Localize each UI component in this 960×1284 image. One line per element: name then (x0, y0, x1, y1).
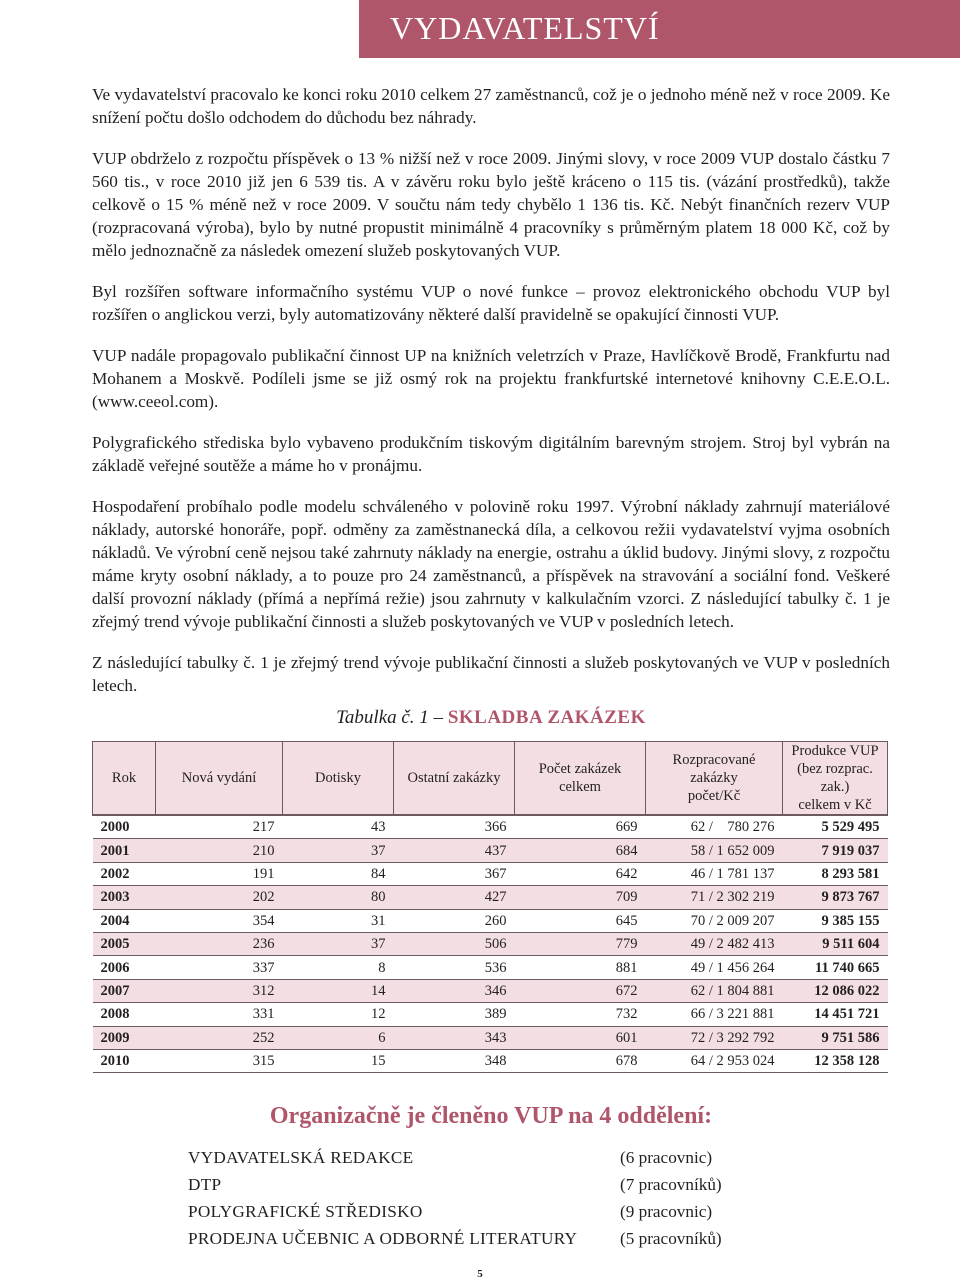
cell-pocet: 601 (515, 1026, 646, 1049)
cell-rok: 2006 (93, 956, 156, 979)
cell-ostatni: 367 (394, 862, 515, 885)
cell-produkce: 9 385 155 (783, 909, 888, 932)
cell-rok: 2010 (93, 1049, 156, 1072)
cell-rok: 2007 (93, 979, 156, 1002)
cell-ostatni: 346 (394, 979, 515, 1002)
cell-rok: 2000 (93, 815, 156, 839)
cell-produkce: 14 451 721 (783, 1003, 888, 1026)
cell-nova-vydani: 236 (156, 932, 283, 955)
section-title: VYDAVATELSTVÍ (390, 10, 660, 46)
cell-dotisky: 43 (283, 815, 394, 839)
list-item (188, 1225, 890, 1252)
cell-rok: 2003 (93, 886, 156, 909)
cell-rozpracovane: 64 / 2 953 024 (646, 1049, 783, 1072)
cell-pocet: 881 (515, 956, 646, 979)
cell-dotisky: 8 (283, 956, 394, 979)
paragraph: Hospodaření probíhalo podle modelu schváleného v polovině roku 1997. Výrobní náklady zahrnují materiálové náklady, autorské honoráře, popř. odměny za zaměstnanecká díla, a celkovou režii vydavatelství vyjma osobních nákladů. Ve výrobní ceně nejsou také zahrnuty náklady na energie, ostrahu a úklid budovy. Jinými slovy, z rozpočtu máme kryty osobní náklady, a to pouze pro 24 zaměstnanců, a příspěvek na stravování a sociální fond. Veškeré další provozní náklady (přímá a nepřímá režie) jsou zahrnuty v kalkulačním vzorci. Z následující tabulky č. 1 je zřejmý trend vývoje publikační činnosti a služeb poskytovaných ve VUP v posledních letech. (92, 497, 890, 631)
cell-dotisky: 84 (283, 862, 394, 885)
cell-ostatni: 366 (394, 815, 515, 839)
table-row (93, 979, 888, 1002)
department-count: (7 pracovníků) (620, 1175, 722, 1195)
orders-table (92, 741, 888, 1073)
header-rozpracovane (646, 742, 783, 816)
cell-ostatni: 348 (394, 1049, 515, 1072)
cell-produkce: 5 529 495 (783, 815, 888, 839)
cell-pocet: 669 (515, 815, 646, 839)
table-row (93, 956, 888, 979)
cell-pocet: 678 (515, 1049, 646, 1072)
table-row (93, 839, 888, 862)
cell-rozpracovane: 71 / 2 302 219 (646, 886, 783, 909)
header-line: zakázky (690, 770, 738, 786)
header-line: Počet zakázek (538, 761, 622, 777)
header-line: počet/Kč (687, 788, 741, 804)
cell-rozpracovane: 66 / 3 221 881 (646, 1003, 783, 1026)
cell-dotisky: 37 (283, 932, 394, 955)
paragraph: Polygrafického střediska bylo vybaveno produkčním tiskovým digitálním barevným strojem. Stroj byl vybrán na základě veřejné soutěže a máme ho v pronájmu. (92, 433, 890, 475)
table-header-row (93, 742, 888, 816)
table-caption (92, 707, 890, 729)
cell-ostatni: 427 (394, 886, 515, 909)
paragraph: VUP obdrželo z rozpočtu příspěvek o 13 % nižší než v roce 2009. Jinými slovy, v roce 2009 VUP dostalo částku 7 560 tis., v roce 2010 již jen 6 539 tis. A v závěru roku bylo ještě kráceno o 115 tis. (vázání prostředků), takže celkově o 15 % méně než v roce 2009. V součtu nám tedy chybělo 1 136 tis. Kč. Nebýt finančních rezerv VUP (rozpracovaná výroba), bylo by nutné propustit minimálně 4 pracovníky s průměrným platem 18 000 Kč, což by mělo jednoznačně za následek omezení služeb poskytovaných VUP. (92, 149, 890, 260)
cell-pocet: 779 (515, 932, 646, 955)
cell-dotisky: 80 (283, 886, 394, 909)
table-caption-title: SKLADBA ZAKÁZEK (447, 707, 646, 728)
cell-produkce: 9 511 604 (783, 932, 888, 955)
header-line: Rozpracované (672, 752, 756, 768)
cell-rozpracovane: 70 / 2 009 207 (646, 909, 783, 932)
cell-dotisky: 15 (283, 1049, 394, 1072)
table-caption-prefix: Tabulka č. 1 – (336, 707, 444, 728)
table-row (93, 815, 888, 839)
cell-nova-vydani: 202 (156, 886, 283, 909)
header-nova-vydani: Nová vydání (156, 742, 283, 816)
cell-nova-vydani: 252 (156, 1026, 283, 1049)
cell-produkce: 11 740 665 (783, 956, 888, 979)
cell-rok: 2004 (93, 909, 156, 932)
page-content (92, 83, 890, 1252)
header-rok: Rok (93, 742, 156, 816)
cell-rozpracovane: 46 / 1 781 137 (646, 862, 783, 885)
department-count: (9 pracovnic) (620, 1202, 713, 1222)
list-item (188, 1198, 890, 1225)
page-number: 5 (477, 1268, 483, 1280)
cell-pocet: 645 (515, 909, 646, 932)
header-produkce (783, 742, 888, 816)
cell-nova-vydani: 315 (156, 1049, 283, 1072)
cell-rozpracovane: 58 / 1 652 009 (646, 839, 783, 862)
cell-produkce: 8 293 581 (783, 862, 888, 885)
cell-ostatni: 389 (394, 1003, 515, 1026)
paragraph: Byl rozšířen software informačního systému VUP o nové funkce – provoz elektronického obchodu VUP byl rozšířen o anglickou verzi, byly automatizovány některé další pravidelně se opakující činnosti VUP. (92, 282, 890, 324)
cell-produkce: 12 086 022 (783, 979, 888, 1002)
cell-dotisky: 37 (283, 839, 394, 862)
organization-title: Organizačně je členěno VUP na 4 oddělení: (269, 1103, 713, 1130)
cell-pocet: 684 (515, 839, 646, 862)
table-row (93, 862, 888, 885)
department-name: DTP (188, 1175, 222, 1195)
table-row (93, 1049, 888, 1072)
cell-ostatni: 536 (394, 956, 515, 979)
department-name: POLYGRAFICKÉ STŘEDISKO (188, 1202, 423, 1222)
cell-nova-vydani: 191 (156, 862, 283, 885)
department-name: PRODEJNA UČEBNIC A ODBORNÉ LITERATURY (188, 1229, 578, 1249)
cell-ostatni: 506 (394, 932, 515, 955)
header-line: celkem (559, 779, 601, 795)
list-item (188, 1144, 890, 1171)
cell-dotisky: 14 (283, 979, 394, 1002)
cell-pocet: 732 (515, 1003, 646, 1026)
header-pocet-zakazek (515, 742, 646, 816)
header-line: Produkce VUP (791, 743, 879, 759)
cell-dotisky: 31 (283, 909, 394, 932)
department-count: (6 pracovnic) (620, 1148, 713, 1168)
cell-nova-vydani: 217 (156, 815, 283, 839)
cell-pocet: 709 (515, 886, 646, 909)
table-row (93, 1026, 888, 1049)
table-row (93, 1003, 888, 1026)
department-name: VYDAVATELSKÁ REDAKCE (188, 1148, 414, 1168)
department-list (188, 1144, 890, 1252)
cell-rozpracovane: 49 / 2 482 413 (646, 932, 783, 955)
table-row (93, 909, 888, 932)
list-item (188, 1171, 890, 1198)
cell-nova-vydani: 337 (156, 956, 283, 979)
department-count: (5 pracovníků) (620, 1229, 722, 1249)
cell-produkce: 9 873 767 (783, 886, 888, 909)
cell-rozpracovane: 72 / 3 292 792 (646, 1026, 783, 1049)
cell-rok: 2001 (93, 839, 156, 862)
cell-nova-vydani: 210 (156, 839, 283, 862)
cell-rok: 2009 (93, 1026, 156, 1049)
cell-produkce: 9 751 586 (783, 1026, 888, 1049)
cell-rok: 2005 (93, 932, 156, 955)
paragraph: VUP nadále propagovalo publikační činnost UP na knižních veletrzích v Praze, Havlíčkově Brodě, Frankfurtu nad Mohanem a Moskvě. Podíleli jsme se již osmý rok na projektu frankfurtské internetové knihovny C.E.E.O.L. (www.ceeol.com). (92, 346, 890, 411)
cell-nova-vydani: 354 (156, 909, 283, 932)
header-ostatni-zakazky: Ostatní zakázky (394, 742, 515, 816)
table-row (93, 932, 888, 955)
cell-rok: 2008 (93, 1003, 156, 1026)
cell-nova-vydani: 312 (156, 979, 283, 1002)
cell-ostatni: 260 (394, 909, 515, 932)
header-dotisky: Dotisky (283, 742, 394, 816)
cell-nova-vydani: 331 (156, 1003, 283, 1026)
cell-dotisky: 6 (283, 1026, 394, 1049)
cell-produkce: 12 358 128 (783, 1049, 888, 1072)
header-line: celkem v Kč (798, 797, 872, 813)
cell-ostatni: 437 (394, 839, 515, 862)
cell-rozpracovane: 49 / 1 456 264 (646, 956, 783, 979)
cell-dotisky: 12 (283, 1003, 394, 1026)
paragraph: Z následující tabulky č. 1 je zřejmý trend vývoje publikační činnosti a služeb poskytovaných ve VUP v posledních letech. (92, 653, 890, 695)
cell-pocet: 672 (515, 979, 646, 1002)
cell-ostatni: 343 (394, 1026, 515, 1049)
paragraph: Ve vydavatelství pracovalo ke konci roku 2010 celkem 27 zaměstnanců, což je o jednoho méně než v roce 2009. Ke snížení počtu došlo odchodem do důchodu bez náhrady. (92, 85, 890, 127)
cell-rozpracovane: 62 / 780 276 (646, 815, 783, 839)
cell-produkce: 7 919 037 (783, 839, 888, 862)
cell-rozpracovane: 62 / 1 804 881 (646, 979, 783, 1002)
header-line: (bez rozprac. zak.) (797, 761, 873, 795)
cell-pocet: 642 (515, 862, 646, 885)
table-row (93, 886, 888, 909)
cell-rok: 2002 (93, 862, 156, 885)
